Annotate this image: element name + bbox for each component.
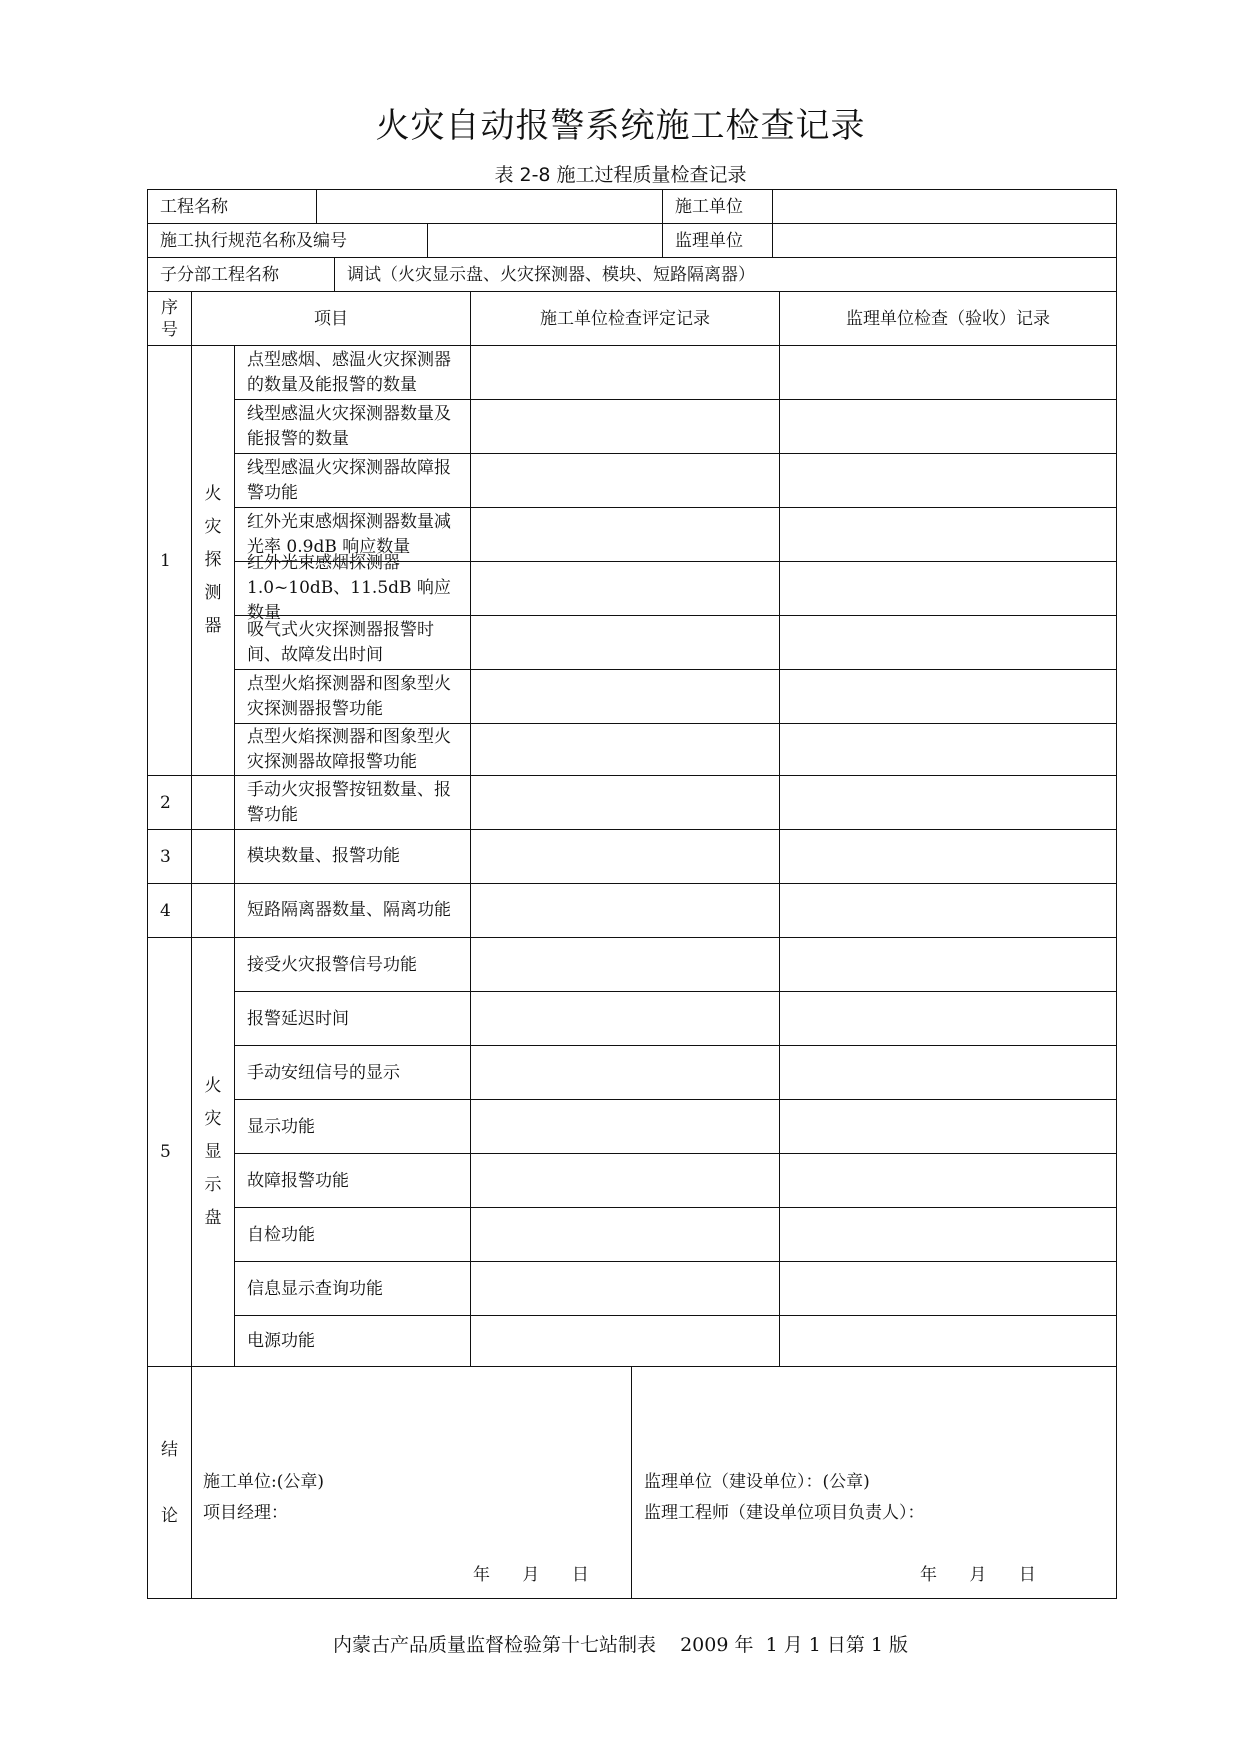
group-category	[191, 775, 235, 830]
supervision-signoff[interactable]	[631, 1366, 1117, 1599]
construction-record-cell[interactable]	[470, 937, 780, 992]
construction-record-cell[interactable]	[470, 399, 780, 454]
supervision-record-cell[interactable]	[779, 1261, 1117, 1316]
construction-record-cell[interactable]	[470, 615, 780, 670]
subproject-value: 调试（火灾显示盘、火灾探测器、模块、短路隔离器）	[334, 257, 1117, 292]
form-subtitle: 表 2-8 施工过程质量检查记录	[494, 164, 747, 186]
supervision-record-cell[interactable]	[779, 1153, 1117, 1208]
construction-record-cell[interactable]	[470, 669, 780, 724]
supervision-engineer-label: 监理工程师（建设单位项目负责人）：	[644, 1503, 925, 1523]
check-item: 手动火灾报警按钮数量、报警功能	[234, 775, 471, 830]
supervision-record-cell[interactable]	[779, 453, 1117, 508]
check-item: 点型感烟、感温火灾探测器的数量及能报警的数量	[234, 345, 471, 400]
construction-record-cell[interactable]	[470, 561, 780, 616]
check-item: 线型感温火灾探测器数量及能报警的数量	[234, 399, 471, 454]
supervision-record-cell[interactable]	[779, 399, 1117, 454]
construction-record-cell[interactable]	[470, 453, 780, 508]
supervision-record-header: 监理单位检查（验收）记录	[779, 291, 1117, 346]
supervision-record-cell[interactable]	[779, 1045, 1117, 1100]
form-footer: 内蒙古产品质量监督检验第十七站制表 2009 年 1 月 1 日第 1 版	[332, 1634, 909, 1656]
check-item: 故障报警功能	[234, 1153, 471, 1208]
seq-header: 序号	[147, 291, 192, 346]
check-item: 点型火焰探测器和图象型火灾探测器故障报警功能	[234, 723, 471, 776]
check-item: 显示功能	[234, 1099, 471, 1154]
standard-field[interactable]	[427, 223, 663, 258]
group-seq: 3	[147, 829, 192, 884]
supervision-record-cell[interactable]	[779, 937, 1117, 992]
construction-record-header: 施工单位检查评定记录	[470, 291, 780, 346]
check-item: 点型火焰探测器和图象型火灾探测器报警功能	[234, 669, 471, 724]
item-header: 项目	[191, 291, 471, 346]
standard-label: 施工执行规范名称及编号	[147, 223, 428, 258]
check-item: 红外光束感烟探测器 1.0~10dB、11.5dB 响应数量	[234, 561, 471, 616]
construction-record-cell[interactable]	[470, 991, 780, 1046]
check-item: 自检功能	[234, 1207, 471, 1262]
supervision-record-cell[interactable]	[779, 1099, 1117, 1154]
construction-record-cell[interactable]	[470, 507, 780, 562]
check-item: 手动安纽信号的显示	[234, 1045, 471, 1100]
group-seq: 1	[147, 345, 192, 776]
group-category	[191, 829, 235, 884]
supervision-record-cell[interactable]	[779, 991, 1117, 1046]
conclusion-label: 结论	[147, 1366, 192, 1599]
check-item: 报警延迟时间	[234, 991, 471, 1046]
supervision-seal-label: 监理单位（建设单位）：(公章)	[644, 1472, 870, 1492]
construction-record-cell[interactable]	[470, 1207, 780, 1262]
supervision-record-cell[interactable]	[779, 883, 1117, 938]
supervision-record-cell[interactable]	[779, 829, 1117, 884]
page-title: 火灾自动报警系统施工检查记录	[375, 106, 866, 146]
supervision-record-cell[interactable]	[779, 345, 1117, 400]
supervision-record-cell[interactable]	[779, 561, 1117, 616]
project-name-field[interactable]	[316, 189, 663, 224]
construction-unit-label: 施工单位	[662, 189, 773, 224]
construction-record-cell[interactable]	[470, 883, 780, 938]
check-item: 模块数量、报警功能	[234, 829, 471, 884]
supervision-record-cell[interactable]	[779, 615, 1117, 670]
supervision-record-cell[interactable]	[779, 775, 1117, 830]
construction-unit-field[interactable]	[772, 189, 1117, 224]
check-item: 吸气式火灾探测器报警时间、故障发出时间	[234, 615, 471, 670]
project-manager-label: 项目经理：	[203, 1503, 288, 1523]
check-item: 信息显示查询功能	[234, 1261, 471, 1316]
check-item: 电源功能	[234, 1315, 471, 1367]
supervision-record-cell[interactable]	[779, 723, 1117, 776]
project-name-label: 工程名称	[147, 189, 317, 224]
subproject-label: 子分部工程名称	[147, 257, 335, 292]
group-category: 火灾显示盘	[191, 937, 235, 1367]
construction-record-cell[interactable]	[470, 1153, 780, 1208]
group-category: 火灾探测器	[191, 345, 235, 776]
construction-date: 年 月 日	[473, 1565, 589, 1585]
inspection-form	[147, 189, 1117, 1599]
group-seq: 4	[147, 883, 192, 938]
construction-record-cell[interactable]	[470, 723, 780, 776]
check-item: 接受火灾报警信号功能	[234, 937, 471, 992]
supervision-unit-field[interactable]	[772, 223, 1117, 258]
check-item: 短路隔离器数量、隔离功能	[234, 883, 471, 938]
construction-record-cell[interactable]	[470, 1099, 780, 1154]
supervision-record-cell[interactable]	[779, 669, 1117, 724]
construction-signoff[interactable]	[191, 1366, 632, 1599]
construction-record-cell[interactable]	[470, 1315, 780, 1367]
supervision-date: 年 月 日	[920, 1565, 1036, 1585]
check-item: 线型感温火灾探测器故障报警功能	[234, 453, 471, 508]
check-item: 红外光束感烟探测器数量减光率 0.9dB 响应数量	[234, 507, 471, 562]
supervision-unit-label: 监理单位	[662, 223, 773, 258]
group-category	[191, 883, 235, 938]
construction-seal-label: 施工单位:(公章)	[203, 1472, 324, 1492]
supervision-record-cell[interactable]	[779, 1207, 1117, 1262]
construction-record-cell[interactable]	[470, 1261, 780, 1316]
construction-record-cell[interactable]	[470, 345, 780, 400]
supervision-record-cell[interactable]	[779, 1315, 1117, 1367]
supervision-record-cell[interactable]	[779, 507, 1117, 562]
construction-record-cell[interactable]	[470, 775, 780, 830]
construction-record-cell[interactable]	[470, 829, 780, 884]
group-seq: 2	[147, 775, 192, 830]
construction-record-cell[interactable]	[470, 1045, 780, 1100]
group-seq: 5	[147, 937, 192, 1367]
